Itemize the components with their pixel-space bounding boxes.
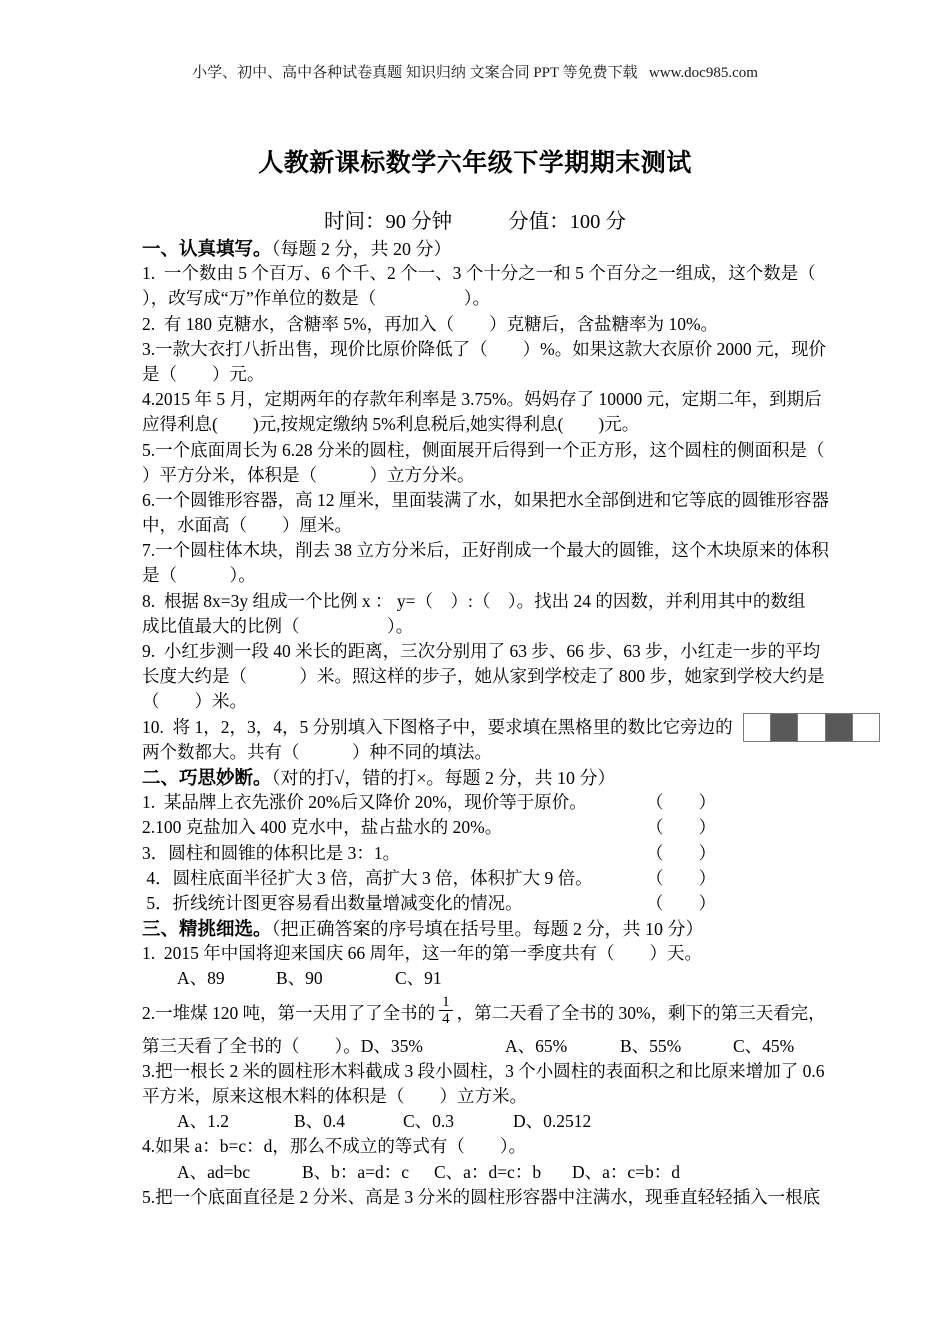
judge-q4-answer-blank: （ ）: [646, 867, 716, 888]
site-watermark-header: 小学、初中、高中各种试卷真题 知识归纳 文案合同 PPT 等免费下载 www.doc985.com: [192, 65, 758, 81]
choice-q1-option-a: A、89: [177, 968, 225, 989]
section-1-title: 一、认真填写。: [142, 238, 272, 259]
fill-q9-line1: 9. 小红步测一段 40 米长的距离，三次分别用了 63 步、66 步、63 步，小红走一步的平均: [142, 641, 821, 661]
fill-q5-line1: 5.一个底面周长为 6.28 分米的圆柱，侧面展开后得到一个正方形，这个圆柱的侧面积是（: [142, 439, 825, 460]
section-3-title: 三、精挑细选。: [142, 918, 272, 940]
choice-q1-option-b: B、90: [276, 968, 323, 989]
fill-q6-line2: 中，水面高（ ）厘米。: [142, 515, 352, 536]
judge-q3-answer-blank: （ ）: [646, 842, 716, 863]
judge-q2-text: 2.100 克盐加入 400 克水中，盐占盐水的 20%。: [142, 817, 503, 838]
judge-q5-answer-blank: （ ）: [646, 892, 716, 913]
judge-q1-answer-blank: （ ）: [646, 792, 716, 813]
choice-q2-post: ，第二天看了全书的 30%，剩下的第三天看完，: [456, 1002, 826, 1023]
fill-q9-line3: （ ）米。: [142, 691, 247, 712]
choice-q5-line1: 5.把一个底面直径是 2 分米、高是 3 分米的圆柱形容器中注满水，现垂直轻轻插入一根底: [142, 1186, 821, 1207]
fill-q3-line1: 3.一款大衣打八折出售，现价比原价降低了（ ）%。如果这款大衣原价 2000 元，现价: [142, 338, 826, 359]
choice-q3-line2: 平方米，原来这根木料的体积是（ ）立方米。: [142, 1086, 527, 1106]
choice-q2-line2-text: 第三天看了全书的（ ）。: [142, 1035, 361, 1056]
exam-time: 时间：90 分钟: [324, 211, 453, 233]
choice-q3-option-b: B、0.4: [294, 1111, 346, 1132]
choice-q2-option-a: A、65%: [505, 1035, 568, 1056]
fill-q10-line1: [142, 715, 882, 740]
choice-q3-option-a: A、1.2: [177, 1111, 230, 1132]
grid-cell: [770, 714, 797, 741]
choice-q3-options: [142, 1109, 882, 1134]
choice-q1-options: [142, 966, 882, 991]
fill-q8-line1: 8. 根据 8x=3y 组成一个比例 x ： y=（ ）:（ ）。找出 24 的因数，并利用其中的数组: [142, 590, 806, 611]
judge-q3: [142, 841, 882, 866]
choice-q2-option-d: D、35%: [360, 1035, 423, 1056]
section-2-heading: [142, 765, 882, 790]
choice-q1-text: 1. 2015 年中国将迎来国庆 66 周年，这一年的第一季度共有（ ）天。: [142, 943, 702, 964]
fill-q7-line2: 是（ ）。: [142, 565, 256, 586]
choice-q2-option-b: B、55%: [620, 1035, 682, 1056]
judge-q5: [142, 891, 882, 916]
fill-q4-line2: 应得利息( )元,按规定缴纳 5%利息税后,她实得利息( )元。: [142, 414, 640, 435]
fill-q5-line2: ）平方分米，体积是（ ）立方分米。: [142, 464, 475, 485]
choice-q3-option-c: C、0.3: [403, 1111, 455, 1132]
judge-q1-text: 1. 某品牌上衣先涨价 20%后又降价 20%，现价等于原价。: [142, 792, 587, 813]
choice-q3-line1: 3.把一根长 2 米的圆柱形木料截成 3 段小圆柱，3 个小圆柱的表面积之和比原来增加了 0.6: [142, 1060, 825, 1081]
fill-q10-text: 10. 将 1，2，3，4，5 分别填入下图格子中，要求填在黑格里的数比它旁边的: [142, 716, 733, 737]
choice-q4-option-b: B、b：a=d：c: [302, 1161, 410, 1182]
number-grid: [743, 713, 880, 742]
choice-q4-line1: 4.如果 a：b=c：d，那么不成立的等式有（ ）。: [142, 1136, 527, 1157]
judge-q2: [142, 815, 882, 840]
choice-q3-option-d: D、0.2512: [513, 1111, 592, 1132]
section-3-note: （把正确答案的序号填在括号里。每题 2 分，共 10 分）: [271, 919, 704, 940]
choice-q4-option-a: A、ad=bc: [177, 1161, 251, 1182]
section-3-heading: [142, 916, 882, 941]
fill-q6-line1: 6.一个圆锥形容器，高 12 厘米，里面装满了水，如果把水全部倒进和它等底的圆锥形容器: [142, 489, 829, 510]
section-1-heading: [142, 236, 882, 261]
grid-cell: [744, 714, 770, 741]
choice-q2-pre: 2.一堆煤 120 吨，第一天用了了全书的: [142, 1002, 436, 1023]
section-2-note: （对的打√，错的打×。每题 2 分，共 10 分）: [271, 767, 616, 788]
choice-q2-line1: [142, 992, 882, 1034]
fill-q10-line2: 两个数都大。共有（ ）种不同的填法。: [142, 741, 492, 762]
page-title: 人教新课标数学六年级下学期期末测试: [258, 149, 692, 177]
judge-q1: [142, 790, 882, 815]
fraction-one-fourth: [439, 994, 453, 1028]
choice-q4-option-d: D、a：c=b：d: [572, 1161, 681, 1182]
choice-q4-option-c: C、a：d=c：b: [434, 1161, 542, 1182]
judge-q2-answer-blank: （ ）: [646, 817, 716, 838]
exam-score: 分值：100 分: [508, 211, 626, 233]
fill-q8-line2: 成比值最大的比例（ ）。: [142, 615, 414, 636]
fill-q1-line1: 1. 一个数由 5 个百万、6 个千、2 个一、3 个十分之一和 5 个百分之一组成，这个数是（: [142, 263, 816, 284]
fill-q3-line2: 是（ ）元。: [142, 363, 265, 384]
fill-q7-line1: 7.一个圆柱体木块，削去 38 立方分米后，正好削成一个最大的圆锥，这个木块原来的体积: [142, 540, 829, 561]
grid-cell: [852, 714, 879, 741]
choice-q4-options: [142, 1160, 882, 1185]
exam-meta: [0, 204, 950, 234]
fraction-denominator: 4: [442, 1011, 450, 1028]
choice-q2-option-c: C、45%: [733, 1035, 795, 1056]
choice-q1-option-c: C、91: [395, 968, 442, 989]
section-1-note: （每题 2 分，共 20 分）: [271, 239, 452, 259]
fill-q1-line2: ），改写成“万”作单位的数是（ ）。: [142, 288, 491, 309]
judge-q4: [142, 866, 882, 891]
grid-cell: [797, 714, 824, 741]
fill-q2-line1: 2. 有 180 克糖水，含糖率 5%，再加入（ ）克糖后，含盐糖率为 10%。: [142, 313, 719, 334]
grid-cell: [825, 714, 852, 741]
judge-q3-text: 3．圆柱和圆锥的体积比是 3：1。: [142, 842, 401, 863]
section-2-title: 二、巧思妙断。: [142, 766, 272, 788]
fraction-numerator: 1: [439, 994, 453, 1012]
fill-q4-line1: 4.2015 年 5 月，定期两年的存款年利率是 3.75%。妈妈存了 10000 元，定期二年，到期后: [142, 389, 822, 410]
exam-body: [142, 236, 882, 1210]
choice-q2-line2: [142, 1034, 882, 1059]
judge-q5-text: 5．折线统计图更容易看出数量增减变化的情况。: [142, 892, 523, 913]
fill-q9-line2: 长度大约是（ ）米。照这样的步子，她从家到学校走了 800 步，她家到学校大约是: [142, 666, 825, 687]
judge-q4-text: 4．圆柱底面半径扩大 3 倍，高扩大 3 倍，体积扩大 9 倍。: [142, 867, 593, 888]
